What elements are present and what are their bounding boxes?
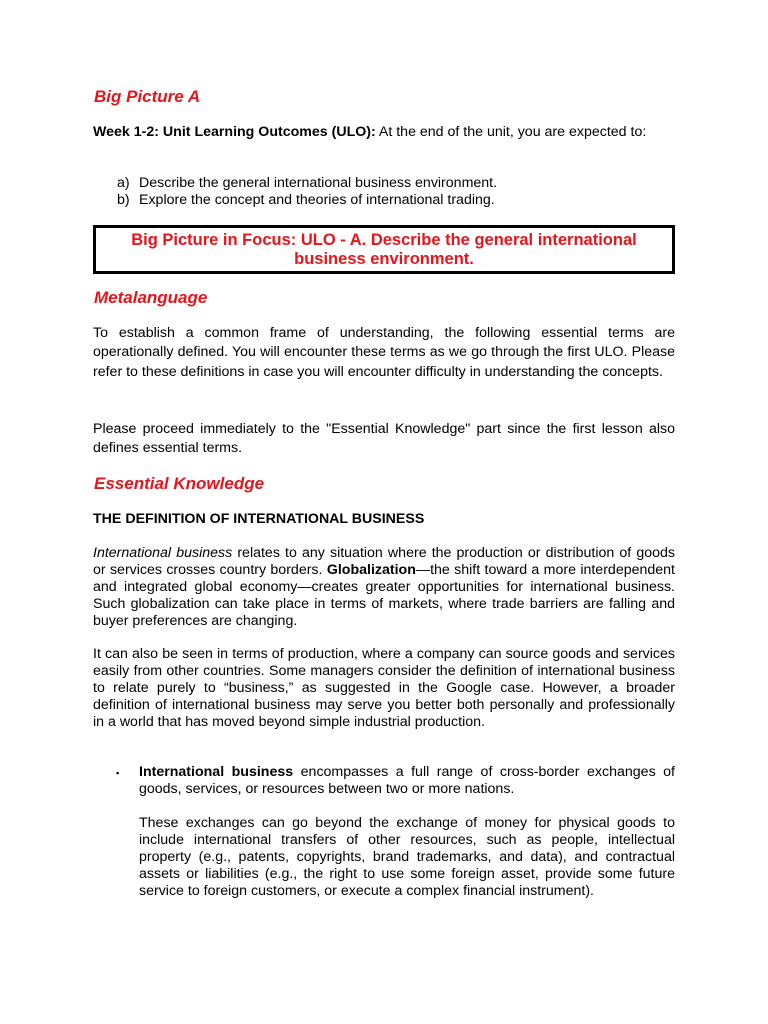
ulo-list bbox=[117, 175, 497, 209]
focus-line-2: business environment. bbox=[294, 250, 474, 268]
definition-text-b: —the shift toward a more interdependent and integrated global economy—creates greater opportunities for international business. Such globalization can take place in terms of markets, where trade barriers are falling and buyer preferences are changing. bbox=[93, 562, 675, 629]
international-business-term: International business bbox=[93, 545, 233, 561]
list-item bbox=[117, 175, 497, 192]
list-marker: a) bbox=[117, 175, 130, 191]
section-title: THE DEFINITION OF INTERNATIONAL BUSINESS bbox=[93, 511, 425, 527]
bullet-sub-paragraph: These exchanges can go beyond the exchange of money for physical goods to include international transfers of other resources, such as people, intellectual property (e.g., patents, copyrights, brand trademarks, and data), and contractual assets or liabilities (e.g., the right to use some foreign asset, provide some future service to foreign customers, or execute a complex financial instrument). bbox=[139, 815, 675, 899]
ulo-intro-text: At the end of the unit, you are expected to: bbox=[375, 124, 647, 140]
focus-line-1: Big Picture in Focus: ULO - A. Describe the general international bbox=[131, 231, 637, 249]
bullet-paragraph bbox=[139, 764, 675, 798]
globalization-term: Globalization bbox=[326, 562, 416, 578]
essential-knowledge-heading: Essential Knowledge bbox=[94, 474, 265, 493]
definition-text-a: relates to any situation where the production or distribution of goods or services crosses country borders. bbox=[93, 545, 675, 578]
metalanguage-paragraph-1: To establish a common frame of understanding, the following essential terms are operationally defined. You will encounter these terms as we go through the first ULO. Please refer to these definitions in case you will encounter difficulty in understanding the concepts. bbox=[93, 325, 675, 380]
list-marker: b) bbox=[117, 192, 130, 208]
bullet-term: International business bbox=[139, 764, 294, 780]
list-item bbox=[117, 192, 497, 209]
metalanguage-paragraph-2: Please proceed immediately to the "Essential Knowledge" part since the first lesson also defines essential terms. bbox=[93, 421, 675, 456]
big-picture-heading: Big Picture A bbox=[94, 87, 201, 106]
list-item-text: Explore the concept and theories of international trading. bbox=[139, 192, 495, 208]
definition-paragraph-1 bbox=[93, 545, 675, 630]
bullet-marker: ▪ bbox=[116, 768, 120, 778]
ulo-label: Week 1-2: Unit Learning Outcomes (ULO): bbox=[93, 124, 376, 140]
focus-box bbox=[93, 225, 675, 274]
list-item-text: Describe the general international business environment. bbox=[139, 175, 498, 191]
definition-paragraph-2: It can also be seen in terms of production, where a company can source goods and services easily from other countries. Some managers consider the definition of international business to relate purely to “business,” as suggested in the Google case. However, a broader definition of international business may serve you better both personally and professionally in a world that has moved beyond simple industrial production. bbox=[93, 646, 675, 730]
bullet-text: encompasses a full range of cross-border exchanges of goods, services, or resources between two or more nations. bbox=[139, 764, 675, 797]
ulo-intro bbox=[93, 124, 675, 141]
metalanguage-heading: Metalanguage bbox=[94, 288, 208, 307]
